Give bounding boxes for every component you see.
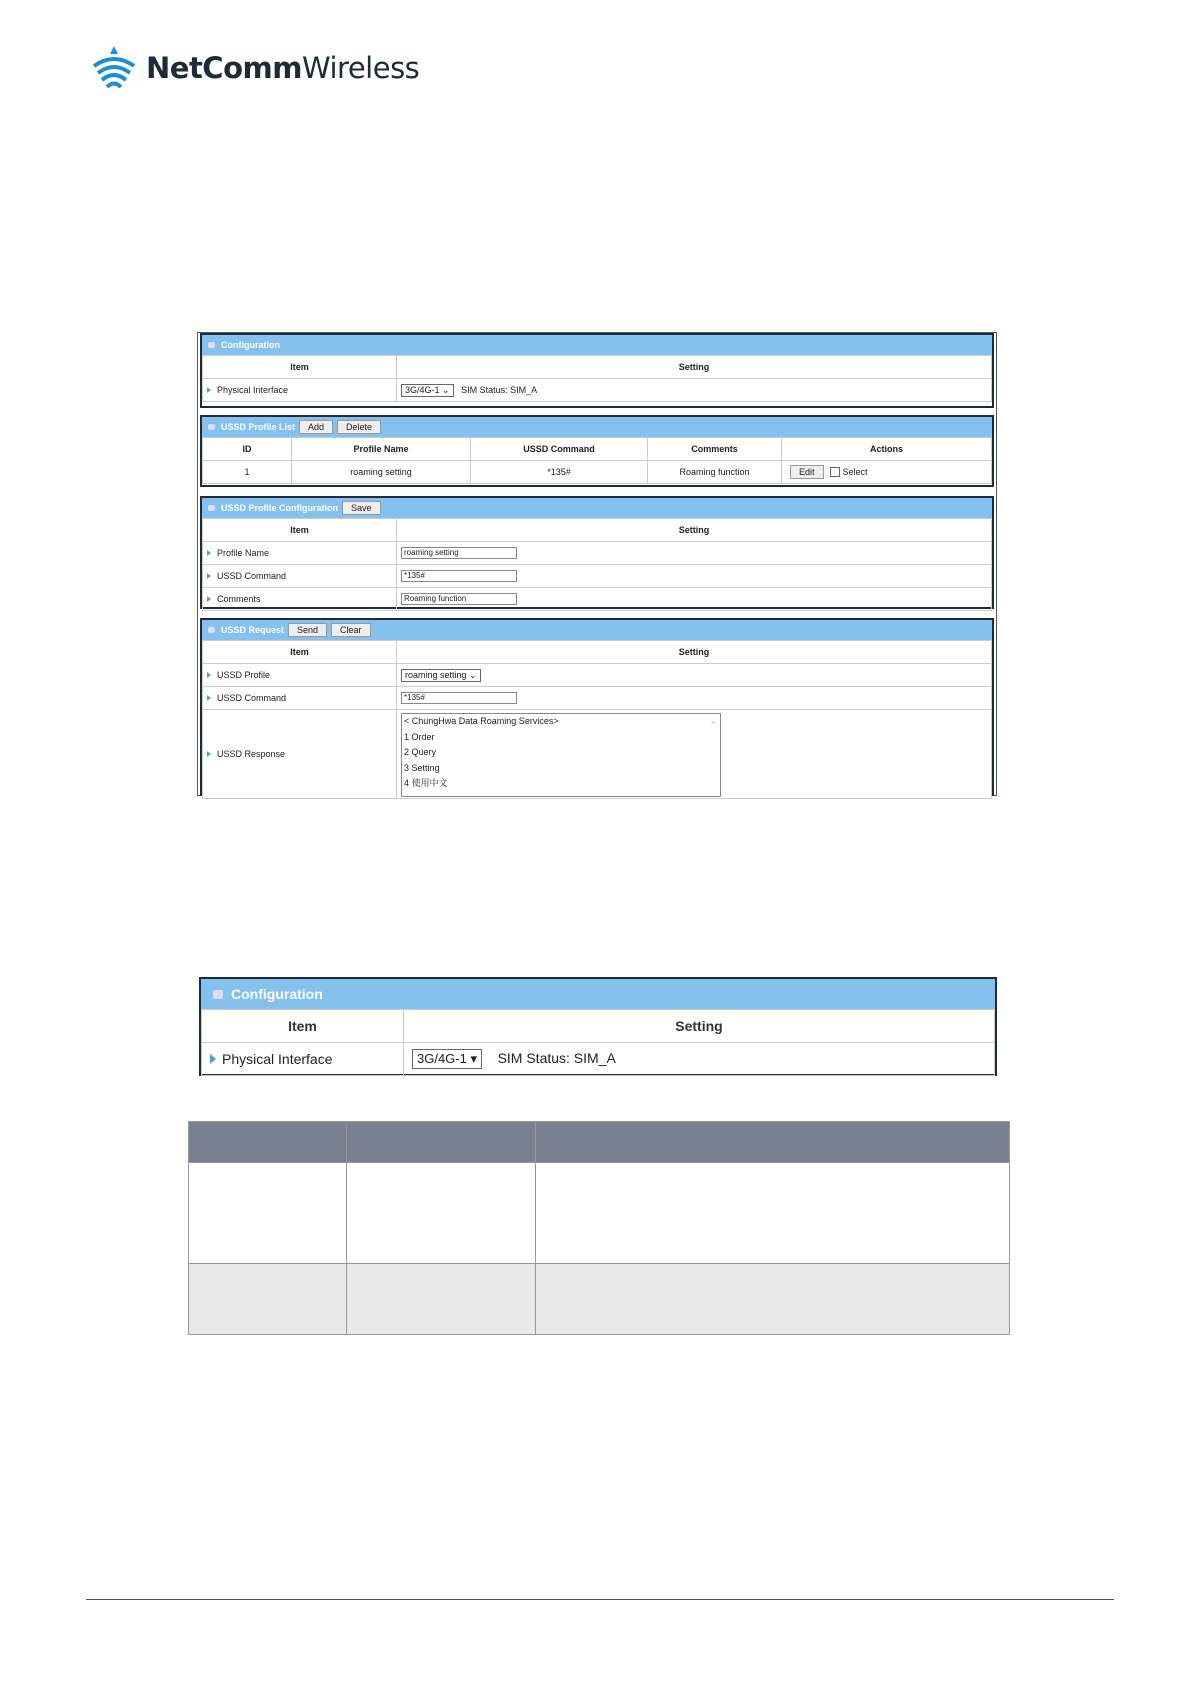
col-item: Item [202, 1010, 404, 1043]
cell-command: *135# [471, 461, 648, 484]
col-comments: Comments [648, 438, 782, 461]
ussd-response-label: USSD Response [217, 749, 286, 759]
profile-name-input[interactable]: roaming setting [401, 547, 517, 559]
sim-status: SIM Status: SIM_A [497, 1050, 616, 1066]
ussd-request-table [202, 640, 992, 799]
collapse-icon[interactable] [208, 342, 215, 348]
triangle-right-icon [207, 596, 211, 602]
ussd-command-input[interactable]: *135# [401, 692, 517, 704]
add-button[interactable]: Add [299, 420, 333, 434]
cell-comments: Roaming function [648, 461, 782, 484]
config-bar [201, 979, 995, 1009]
delete-button[interactable]: Delete [337, 420, 381, 434]
send-button[interactable]: Send [288, 623, 327, 637]
netcomm-logo [88, 44, 419, 92]
config-bar [202, 335, 992, 355]
physical-interface-label: Physical Interface [203, 379, 397, 402]
wifi-logo-icon [88, 44, 140, 92]
collapse-icon[interactable] [208, 627, 215, 633]
col-item: Item [203, 641, 397, 664]
comments-input[interactable]: Roaming function [401, 593, 517, 605]
col-item: Item [203, 356, 397, 379]
ussd-profile-label: USSD Profile [217, 670, 271, 680]
config-title: Configuration [221, 340, 280, 350]
col-id: ID [203, 438, 292, 461]
collapse-icon[interactable] [208, 505, 215, 511]
ussd-command-label: USSD Command [217, 571, 287, 581]
description-table [188, 1121, 1010, 1335]
triangle-right-icon [207, 387, 211, 393]
col-setting: Setting [397, 356, 992, 379]
table-row [189, 1163, 1010, 1264]
response-line: 2 Query [404, 747, 437, 757]
comments-label: Comments [217, 594, 261, 604]
profile-config-title: USSD Profile Configuration [221, 503, 338, 513]
physical-interface-select[interactable]: 3G/4G-1 ⌄ [401, 384, 454, 397]
scroll-up-icon[interactable]: ⌃ [709, 720, 717, 730]
brand-regular: Wireless [301, 51, 420, 85]
triangle-right-icon [207, 751, 211, 757]
triangle-right-icon [207, 672, 211, 678]
triangle-right-icon [207, 695, 211, 701]
ussd-request-panel [200, 618, 994, 796]
triangle-right-icon [207, 550, 211, 556]
cell-id: 1 [203, 461, 292, 484]
response-line: 3 Setting [404, 762, 440, 773]
col-ussd-command: USSD Command [471, 438, 648, 461]
profile-name-label: Profile Name [217, 548, 270, 558]
config-panel [200, 333, 994, 408]
ussd-command-label: USSD Command [217, 693, 287, 703]
response-line: 4 使用中文 [404, 778, 448, 788]
save-button[interactable]: Save [342, 501, 381, 515]
profile-config-bar [202, 498, 992, 518]
col-setting: Setting [397, 519, 992, 542]
edit-button[interactable]: Edit [790, 465, 824, 479]
ussd-response-textarea[interactable] [401, 713, 721, 797]
sim-status: SIM Status: SIM_A [461, 384, 538, 395]
col-profile-name: Profile Name [292, 438, 471, 461]
table-header-row [189, 1122, 1010, 1163]
ussd-request-title: USSD Request [221, 625, 285, 635]
col-setting: Setting [397, 641, 992, 664]
profile-config-table [202, 518, 992, 611]
physical-interface-label: Physical Interface [222, 1051, 333, 1067]
select-label: Select [842, 466, 868, 477]
collapse-icon[interactable] [213, 990, 223, 999]
brand-bold: NetComm [146, 51, 302, 85]
profile-list-title: USSD Profile List [221, 422, 296, 432]
config-table [201, 1009, 995, 1076]
table-row [203, 461, 992, 484]
ussd-request-bar [202, 620, 992, 640]
config-table [202, 355, 992, 402]
col-setting: Setting [404, 1010, 995, 1043]
table-row [189, 1264, 1010, 1335]
profile-config-panel [200, 496, 994, 609]
response-line: < ChungHwa Data Roaming Services> [404, 716, 559, 726]
col-actions: Actions [782, 438, 992, 461]
profile-list-panel [200, 415, 994, 487]
physical-interface-select[interactable]: 3G/4G-1 ▾ [412, 1049, 482, 1069]
ussd-profile-select[interactable]: roaming setting ⌄ [401, 669, 481, 682]
configuration-screenshot [199, 977, 997, 1076]
triangle-right-icon [210, 1054, 216, 1064]
config-title: Configuration [231, 986, 323, 1002]
profile-list-table [202, 437, 992, 484]
response-line: 1 Order [404, 731, 435, 742]
footer-rule [86, 1599, 1114, 1600]
ussd-screenshot [197, 332, 997, 796]
profile-list-bar [202, 417, 992, 437]
select-checkbox[interactable] [830, 467, 840, 477]
col-item: Item [203, 519, 397, 542]
collapse-icon[interactable] [208, 424, 215, 430]
triangle-right-icon [207, 573, 211, 579]
cell-name: roaming setting [292, 461, 471, 484]
ussd-command-input[interactable]: *135# [401, 570, 517, 582]
clear-button[interactable]: Clear [331, 623, 371, 637]
